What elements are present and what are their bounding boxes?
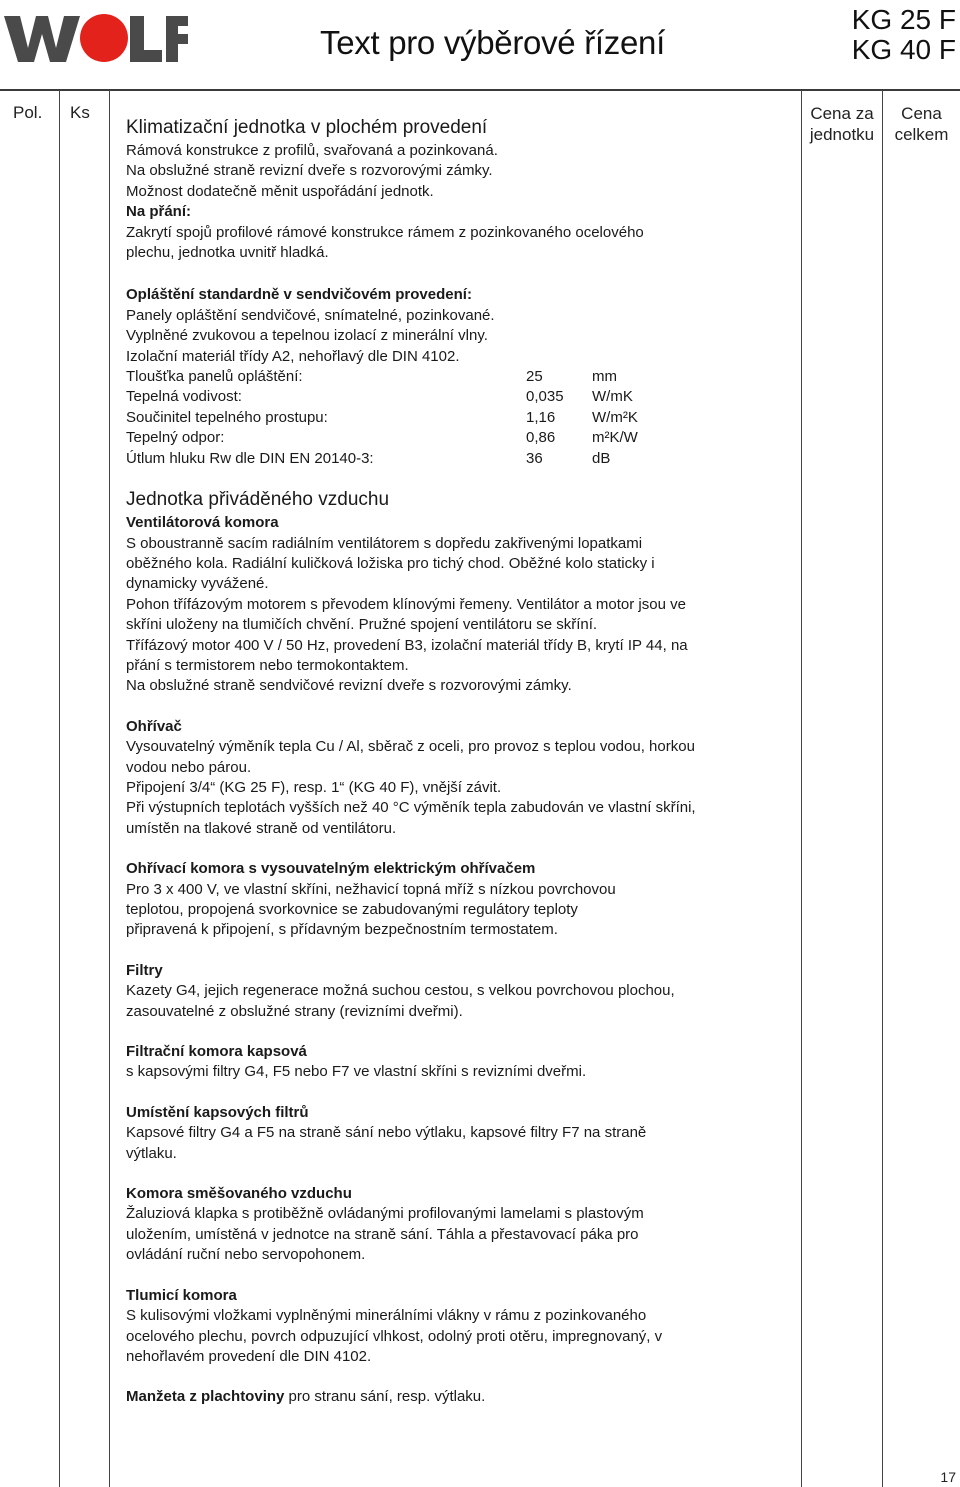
text-line: Zakrytí spojů profilové rámové konstrukce rámem z pozinkovaného ocelového [126,223,644,241]
section-heading: Klimatizační jednotka v plochém provedení [126,117,488,138]
subsection-heading: Opláštění standardně v sendvičovém provedení: [126,286,472,304]
text-line: výtlaku. [126,1144,177,1162]
column-header-qty: Ks [70,103,90,122]
text-line: připravená k připojení, s přídavným bezpečnostním termostatem. [126,921,558,939]
text-line: Kapsové filtry G4 a F5 na straně sání nebo výtlaku, kapsové filtry F7 na straně [126,1124,647,1142]
spec-row: Tepelný odpor: 0,86 m²K/W [126,429,638,447]
column-header-unit-price: Cena za jednotku [809,104,875,144]
option-label: Na přání: [126,203,192,221]
text-line: zasouvatelné z obslužné strany (revizními dveřmi). [126,1002,463,1020]
text-line: Na obslužné straně sendvičové revizní dveře s rozvorovými zámky. [126,677,572,695]
text-line: Vysouvatelný výměník tepla Cu / Al, sběrač z oceli, pro provoz s teplou vodou, horkou [126,738,695,756]
column-divider [801,90,802,1487]
text-line: Panely opláštění sendvičové, snímatelné, pozinkované. [126,306,495,324]
text-line: ocelového plechu, povrch odpuzující vlhkost, odolný proti otěru, impregnovaný, v [126,1327,663,1345]
subsection-heading: Ohřívač [126,717,182,735]
text-line: plechu, jednotka uvnitř hladká. [126,244,329,262]
column-divider [882,90,883,1487]
wolf-logo [4,8,188,66]
spec-row: Součinitel tepelného prostupu: 1,16 W/m²K [126,408,638,426]
text-line: Připojení 3/4“ (KG 25 F), resp. 1“ (KG 40 F), vnější závit. [126,778,502,796]
subsection-heading: Umístění kapsových filtrů [126,1103,309,1121]
text-line: Možnost dodatečně měnit uspořádání jednotk. [126,182,434,200]
text-line: Kazety G4, jejich regenerace možná suchou cestou, s velkou povrchovou plochou, [126,982,675,1000]
subsection-heading: Ohřívací komora s vysouvatelným elektrickým ohřívačem [126,860,536,878]
text-line: Při výstupních teplotách vyšších než 40 °C výměník tepla zabudován ve vlastní skříni, [126,799,696,817]
spec-row: Útlum hluku Rw dle DIN EN 20140-3: 36 dB [126,449,611,467]
text-line: Žaluziová klapka s protiběžně ovládanými profilovanými lamelami s plastovým [126,1205,644,1223]
text-line: vodou nebo párou. [126,758,252,776]
section-heading: Jednotka přiváděného vzduchu [126,489,390,511]
text-line: uložením, umístěná v jednotce na straně sání. Táhla a přestavovací páka pro [126,1225,639,1243]
page-title: Text pro výběrové řízení [320,24,665,61]
text-line: Na obslužné straně revizní dveře s rozvorovými zámky. [126,162,493,180]
text-line: S oboustranně sacím radiálním ventilátorem s dopředu zakřivenými lopatkami [126,534,643,552]
spec-row: Tepelná vodivost: 0,035 W/mK [126,388,633,406]
text-line: přání s termistorem nebo termokontaktem. [126,656,409,674]
text-line: nehořlavém provedení dle DIN 4102. [126,1347,372,1365]
text-line: S kulisovými vložkami vyplněnými minerálními vlákny v rámu z pozinkovaného [126,1307,647,1325]
column-divider [109,90,110,1487]
text-line: Pro 3 x 400 V, ve vlastní skříni, nežhavicí topná mříž s nízkou povrchovou [126,880,616,898]
text-line: Vyplněné zvukovou a tepelnou izolací z minerální vlny. [126,327,488,345]
model-label: KG 25 F [851,4,956,35]
subsection-heading: Ventilátorová komora [126,514,279,532]
subsection-heading: Filtrační komora kapsová [126,1043,307,1061]
subsection-heading: Tlumicí komora [126,1286,237,1304]
spec-row: Tloušťka panelů opláštění: 25 mm [126,368,617,386]
text-line: dynamicky vyvážené. [126,575,269,593]
text-line: teplotou, propojená svorkovnice se zabudovanými regulátory teploty [126,901,578,918]
text-line: Izolační materiál třídy A2, nehořlavý dle DIN 4102. [126,347,460,365]
spec-text [126,115,766,1408]
text-line: oběžného kola. Radiální kuličková ložiska pro tichý chod. Oběžné kolo staticky i [126,554,655,572]
text-line: Rámová konstrukce z profilů, svařovaná a pozinkovaná. [126,142,498,159]
column-divider [59,90,60,1487]
text-line: umístěn na tlakové straně od ventilátoru. [126,819,397,837]
subsection-heading: Filtry [126,961,163,979]
column-header-total-price: Cena celkem [894,104,949,144]
text-line: ovládání ruční nebo servopohonem. [126,1246,366,1264]
header-rule [0,89,960,91]
text-line: Třífázový motor 400 V / 50 Hz, provedení B3, izolační materiál třídy B, krytí IP 44, na [126,636,688,654]
collar-line: Manžeta z plachtoviny pro stranu sání, resp. výtlaku. [126,1388,486,1406]
text-line: Pohon třífázovým motorem s převodem klínovými řemeny. Ventilátor a motor jsou ve [126,595,686,613]
text-line: s kapsovými filtry G4, F5 nebo F7 ve vlastní skříni s revizními dveřmi. [126,1063,587,1081]
model-label: KG 40 F [851,34,956,65]
text-line: skříni uloženy na tlumičích chvění. Pružné spojení ventilátoru se skříní. [126,616,598,634]
page-number: 17 [940,1469,956,1485]
subsection-heading: Komora směšovaného vzduchu [126,1185,352,1203]
column-header-pos: Pol. [13,103,43,122]
